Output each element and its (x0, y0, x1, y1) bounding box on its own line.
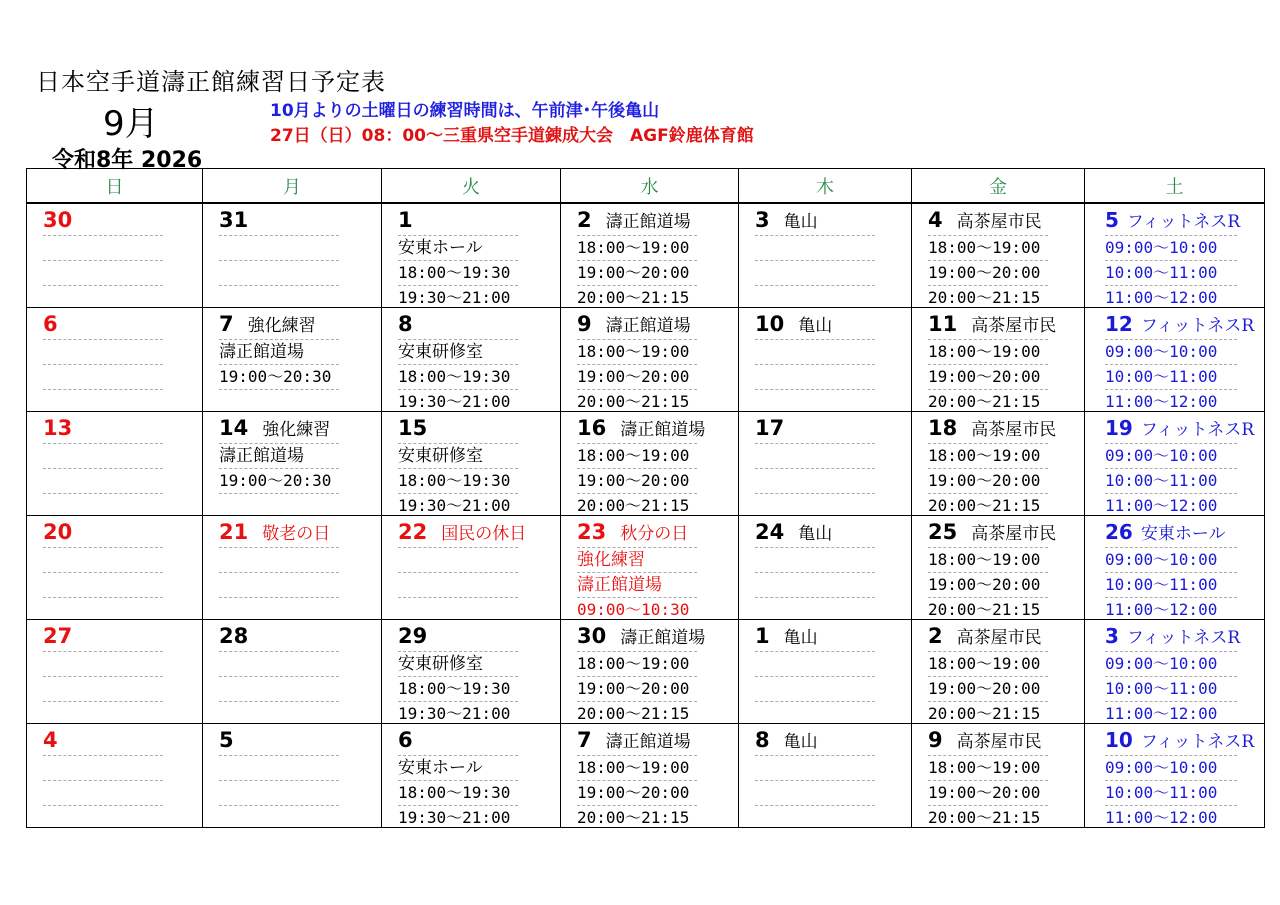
day-schedule-line: 19:30～21:00 (398, 493, 518, 516)
calendar-table (26, 168, 1265, 828)
day-schedule-line (43, 468, 163, 493)
day-number: 3 (1105, 623, 1119, 648)
day-number: 10 (1105, 727, 1133, 752)
day-schedule-line: 10:00～11:00 (1105, 364, 1237, 389)
weekday-tue: 火 (382, 169, 561, 204)
day-schedule-line (219, 780, 339, 805)
weekday-header-row (27, 169, 1265, 204)
calendar-day-cell (561, 203, 739, 308)
calendar-day-cell (27, 412, 203, 516)
day-schedule-line (219, 805, 339, 828)
day-event-label: 高茶屋市民 (956, 732, 1042, 752)
calendar-day-cell (382, 724, 561, 828)
day-schedule-line (398, 547, 518, 572)
day-schedule-line (219, 701, 339, 724)
day-schedule-line: 20:00～21:15 (928, 701, 1048, 724)
day-number: 2 (928, 623, 943, 648)
calendar-day-cell (203, 620, 382, 724)
day-schedule-line: 20:00～21:15 (577, 285, 697, 308)
day-schedule-line (43, 389, 163, 412)
day-schedule-line (755, 389, 875, 412)
day-schedule-line: 19:00～20:00 (928, 364, 1048, 389)
day-schedule-line (43, 780, 163, 805)
day-schedule-line (219, 572, 339, 597)
day-schedule-line: 18:00～19:00 (928, 755, 1048, 780)
day-schedule-line: 11:00～12:00 (1105, 805, 1237, 828)
day-schedule-line (219, 389, 339, 412)
day-event-label: 高茶屋市民 (956, 212, 1042, 232)
day-number: 19 (1105, 415, 1133, 440)
calendar-day-cell (561, 308, 739, 412)
calendar-day-cell (739, 724, 912, 828)
day-schedule-line: 19:30～21:00 (398, 389, 518, 412)
day-event-label: 国民の休日 (441, 524, 527, 544)
day-schedule-line: 18:00～19:00 (928, 339, 1048, 364)
day-schedule-line (43, 443, 163, 468)
day-event-label: 亀山 (783, 732, 818, 752)
day-schedule-line: 19:00～20:00 (577, 780, 697, 805)
calendar-day-cell (382, 516, 561, 620)
day-schedule-line: 09:00～10:00 (1105, 651, 1237, 676)
calendar-day-cell (561, 516, 739, 620)
calendar-day-cell (739, 412, 912, 516)
day-schedule-line: 18:00～19:30 (398, 260, 518, 285)
day-number: 25 (928, 519, 958, 544)
day-number: 1 (398, 207, 413, 232)
day-event-label: 高茶屋市民 (971, 316, 1057, 336)
day-number: 8 (398, 311, 413, 336)
day-schedule-line (755, 755, 875, 780)
day-schedule-line: 19:30～21:00 (398, 805, 518, 828)
day-schedule-line (219, 755, 339, 780)
calendar-day-cell (1085, 516, 1265, 620)
day-number: 9 (928, 727, 943, 752)
day-number: 7 (577, 727, 592, 752)
day-event-label: 亀山 (783, 212, 818, 232)
day-schedule-line (219, 285, 339, 308)
day-number: 4 (43, 727, 58, 752)
day-schedule-line (43, 364, 163, 389)
day-schedule-line: 18:00～19:30 (398, 468, 518, 493)
calendar-day-cell (1085, 620, 1265, 724)
day-schedule-line (219, 597, 339, 620)
day-schedule-line (755, 572, 875, 597)
calendar-day-cell (912, 516, 1085, 620)
day-number: 16 (577, 415, 607, 440)
day-number: 23 (577, 519, 607, 544)
day-number: 12 (1105, 311, 1133, 336)
day-number: 4 (928, 207, 943, 232)
day-number: 21 (219, 519, 249, 544)
day-schedule-line: 09:00～10:30 (577, 597, 697, 620)
day-event-label: 濤正館道場 (620, 628, 706, 648)
calendar-day-cell (1085, 203, 1265, 308)
day-event-label: フィットネスR (1126, 212, 1241, 232)
day-schedule-line (219, 260, 339, 285)
day-number: 13 (43, 415, 73, 440)
calendar-day-cell (1085, 412, 1265, 516)
calendar-day-cell (382, 412, 561, 516)
day-number: 24 (755, 519, 785, 544)
day-schedule-line: 安東ホール (398, 235, 518, 260)
day-schedule-line: 19:00～20:00 (928, 260, 1048, 285)
day-number: 15 (398, 415, 428, 440)
weekday-thu: 木 (739, 169, 912, 204)
day-event-label: フィットネスR (1140, 732, 1255, 752)
day-event-label: 敬老の日 (262, 524, 331, 544)
weekday-fri: 金 (912, 169, 1085, 204)
day-number: 26 (1105, 519, 1133, 544)
day-event-label: フィットネスR (1126, 628, 1241, 648)
day-number: 2 (577, 207, 592, 232)
calendar-day-cell (561, 724, 739, 828)
day-schedule-line (398, 597, 518, 620)
day-schedule-line: 19:00～20:00 (928, 572, 1048, 597)
calendar-day-cell (27, 203, 203, 308)
calendar-day-cell (1085, 724, 1265, 828)
day-schedule-line: 11:00～12:00 (1105, 597, 1237, 620)
day-schedule-line: 18:00～19:00 (577, 443, 697, 468)
day-schedule-line: 19:00～20:00 (577, 676, 697, 701)
day-schedule-line: 10:00～11:00 (1105, 468, 1237, 493)
day-schedule-line: 強化練習 (577, 547, 697, 572)
day-event-label: 亀山 (783, 628, 818, 648)
day-schedule-line (219, 547, 339, 572)
day-schedule-line: 20:00～21:15 (577, 389, 697, 412)
day-number: 8 (755, 727, 770, 752)
day-event-label: 亀山 (798, 524, 833, 544)
day-schedule-line: 19:00～20:00 (928, 676, 1048, 701)
day-schedule-line (755, 443, 875, 468)
day-schedule-line: 11:00～12:00 (1105, 285, 1237, 308)
day-schedule-line: 18:00～19:00 (577, 235, 697, 260)
day-event-label: 濤正館道場 (605, 316, 691, 336)
day-schedule-line: 20:00～21:15 (928, 597, 1048, 620)
day-schedule-line: 11:00～12:00 (1105, 701, 1237, 724)
day-schedule-line: 安東研修室 (398, 443, 518, 468)
day-schedule-line: 19:00～20:00 (577, 260, 697, 285)
notice-saturday-schedule: 10月よりの土曜日の練習時間は、午前津･午後亀山 (270, 101, 660, 121)
calendar-week-row (27, 412, 1265, 516)
day-schedule-line: 濤正館道場 (577, 572, 697, 597)
calendar-day-cell (739, 203, 912, 308)
day-event-label: 強化練習 (262, 420, 331, 440)
day-number: 5 (219, 727, 234, 752)
day-schedule-line: 09:00～10:00 (1105, 339, 1237, 364)
day-schedule-line (43, 547, 163, 572)
day-event-label: 濤正館道場 (620, 420, 706, 440)
day-schedule-line (755, 285, 875, 308)
day-schedule-line (219, 235, 339, 260)
day-schedule-line (43, 235, 163, 260)
day-number: 3 (755, 207, 770, 232)
day-schedule-line: 19:30～21:00 (398, 701, 518, 724)
day-schedule-line: 濤正館道場 (219, 339, 339, 364)
day-number: 5 (1105, 207, 1119, 232)
day-schedule-line: 10:00～11:00 (1105, 572, 1237, 597)
day-schedule-line: 18:00～19:30 (398, 676, 518, 701)
day-number: 6 (398, 727, 413, 752)
day-number: 6 (43, 311, 58, 336)
day-schedule-line (219, 493, 339, 516)
day-schedule-line: 18:00～19:00 (928, 651, 1048, 676)
day-schedule-line: 18:00～19:30 (398, 364, 518, 389)
day-schedule-line (755, 364, 875, 389)
day-schedule-line (755, 493, 875, 516)
day-schedule-line (755, 597, 875, 620)
day-schedule-line: 安東ホール (398, 755, 518, 780)
day-schedule-line: 09:00～10:00 (1105, 547, 1237, 572)
day-number: 14 (219, 415, 249, 440)
day-schedule-line: 09:00～10:00 (1105, 235, 1237, 260)
day-schedule-line: 11:00～12:00 (1105, 389, 1237, 412)
day-schedule-line (43, 805, 163, 828)
day-event-label: 高茶屋市民 (971, 420, 1057, 440)
day-number: 29 (398, 623, 428, 648)
day-schedule-line: 安東研修室 (398, 339, 518, 364)
day-schedule-line (43, 651, 163, 676)
day-number: 28 (219, 623, 249, 648)
day-event-label: 秋分の日 (620, 524, 689, 544)
day-event-label: フィットネスR (1140, 420, 1255, 440)
calendar-day-cell (382, 308, 561, 412)
day-schedule-line (755, 260, 875, 285)
day-number: 30 (43, 207, 73, 232)
day-schedule-line (755, 339, 875, 364)
day-schedule-line: 20:00～21:15 (928, 285, 1048, 308)
calendar-day-cell (203, 412, 382, 516)
day-schedule-line: 19:30～21:00 (398, 285, 518, 308)
calendar-day-cell (912, 620, 1085, 724)
day-schedule-line: 20:00～21:15 (928, 493, 1048, 516)
day-schedule-line: 19:00～20:30 (219, 468, 339, 493)
month-label: 9月 (103, 104, 159, 144)
day-schedule-line (755, 805, 875, 828)
calendar-day-cell (912, 412, 1085, 516)
day-schedule-line: 20:00～21:15 (928, 805, 1048, 828)
day-schedule-line (43, 493, 163, 516)
day-schedule-line: 20:00～21:15 (577, 701, 697, 724)
calendar-day-cell (27, 516, 203, 620)
day-number: 11 (928, 311, 958, 336)
day-schedule-line: 20:00～21:15 (577, 805, 697, 828)
day-number: 27 (43, 623, 73, 648)
day-schedule-line: 安東研修室 (398, 651, 518, 676)
day-number: 30 (577, 623, 607, 648)
calendar-day-cell (382, 203, 561, 308)
day-event-label: フィットネスR (1140, 316, 1255, 336)
day-schedule-line: 19:00～20:30 (219, 364, 339, 389)
weekday-mon: 月 (203, 169, 382, 204)
day-schedule-line (43, 339, 163, 364)
calendar-week-row (27, 620, 1265, 724)
day-schedule-line: 10:00～11:00 (1105, 260, 1237, 285)
day-event-label: 高茶屋市民 (971, 524, 1057, 544)
calendar-day-cell (912, 203, 1085, 308)
calendar-day-cell (203, 724, 382, 828)
day-schedule-line (43, 572, 163, 597)
notice-tournament: 27日（日）08：00～三重県空手道錬成大会 AGF鈴鹿体育館 (270, 126, 754, 146)
day-schedule-line (755, 235, 875, 260)
day-event-label: 亀山 (798, 316, 833, 336)
day-number: 20 (43, 519, 73, 544)
day-event-label: 濤正館道場 (605, 212, 691, 232)
day-schedule-line: 20:00～21:15 (928, 389, 1048, 412)
day-schedule-line (43, 701, 163, 724)
day-schedule-line (755, 780, 875, 805)
weekday-wed: 水 (561, 169, 739, 204)
day-schedule-line (219, 651, 339, 676)
calendar-day-cell (739, 620, 912, 724)
calendar-day-cell (203, 203, 382, 308)
page-title: 日本空手道濤正館練習日予定表 (36, 68, 386, 96)
day-schedule-line: 18:00～19:00 (928, 443, 1048, 468)
calendar-week-row (27, 203, 1265, 308)
day-number: 22 (398, 519, 428, 544)
day-schedule-line (755, 468, 875, 493)
day-schedule-line (755, 651, 875, 676)
day-schedule-line: 09:00～10:00 (1105, 443, 1237, 468)
day-schedule-line: 19:00～20:00 (577, 468, 697, 493)
day-schedule-line: 18:00～19:00 (577, 339, 697, 364)
calendar-day-cell (27, 308, 203, 412)
day-event-label: 濤正館道場 (605, 732, 691, 752)
day-number: 10 (755, 311, 785, 336)
day-number: 18 (928, 415, 958, 440)
day-schedule-line: 19:00～20:00 (577, 364, 697, 389)
calendar-day-cell (203, 516, 382, 620)
day-schedule-line: 濤正館道場 (219, 443, 339, 468)
calendar-day-cell (739, 308, 912, 412)
day-schedule-line: 19:00～20:00 (928, 468, 1048, 493)
calendar-day-cell (912, 724, 1085, 828)
day-schedule-line (755, 676, 875, 701)
day-schedule-line: 09:00～10:00 (1105, 755, 1237, 780)
day-schedule-line (755, 547, 875, 572)
day-schedule-line (43, 285, 163, 308)
day-schedule-line (398, 572, 518, 597)
calendar-day-cell (27, 724, 203, 828)
day-schedule-line: 20:00～21:15 (577, 493, 697, 516)
day-schedule-line (43, 676, 163, 701)
day-schedule-line: 19:00～20:00 (928, 780, 1048, 805)
calendar-day-cell (561, 412, 739, 516)
calendar-day-cell (1085, 308, 1265, 412)
weekday-sun: 日 (27, 169, 203, 204)
day-schedule-line (219, 676, 339, 701)
day-schedule-line (43, 597, 163, 620)
day-event-label: 強化練習 (247, 316, 316, 336)
calendar-day-cell (912, 308, 1085, 412)
calendar-week-row (27, 308, 1265, 412)
era-year-label: 令和8年 2026 (52, 148, 203, 173)
day-number: 1 (755, 623, 770, 648)
day-schedule-line: 18:00～19:00 (928, 235, 1048, 260)
day-number: 7 (219, 311, 234, 336)
day-schedule-line (43, 755, 163, 780)
day-number: 9 (577, 311, 592, 336)
day-schedule-line: 18:00～19:00 (928, 547, 1048, 572)
calendar-day-cell (203, 308, 382, 412)
day-schedule-line: 10:00～11:00 (1105, 676, 1237, 701)
day-event-label: 高茶屋市民 (956, 628, 1042, 648)
day-event-label: 安東ホール (1140, 524, 1226, 544)
day-schedule-line (755, 701, 875, 724)
day-number: 17 (755, 415, 785, 440)
calendar-day-cell (739, 516, 912, 620)
calendar-day-cell (27, 620, 203, 724)
day-number: 31 (219, 207, 249, 232)
day-schedule-line: 11:00～12:00 (1105, 493, 1237, 516)
day-schedule-line (43, 260, 163, 285)
day-schedule-line: 18:00～19:00 (577, 651, 697, 676)
calendar-week-row (27, 516, 1265, 620)
calendar-day-cell (561, 620, 739, 724)
day-schedule-line: 10:00～11:00 (1105, 780, 1237, 805)
weekday-sat: 土 (1085, 169, 1265, 204)
calendar-day-cell (382, 620, 561, 724)
day-schedule-line: 18:00～19:30 (398, 780, 518, 805)
calendar-week-row (27, 724, 1265, 828)
calendar-body (27, 203, 1265, 828)
day-schedule-line: 18:00～19:00 (577, 755, 697, 780)
